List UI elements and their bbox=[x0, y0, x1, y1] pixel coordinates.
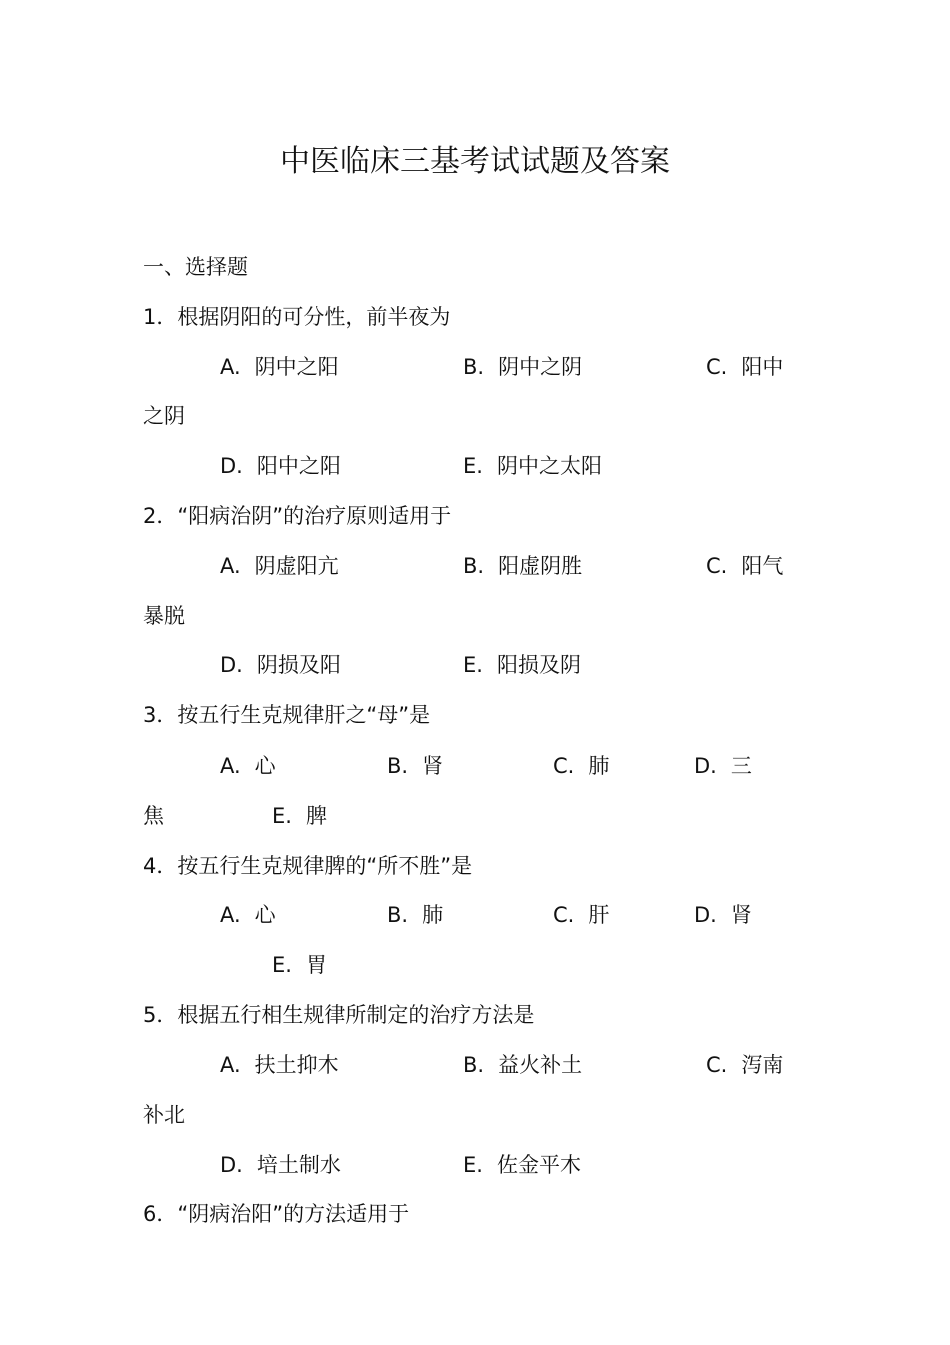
option-letter: E. bbox=[463, 454, 483, 478]
option-c bbox=[706, 551, 783, 581]
option-text: 心 bbox=[254, 754, 276, 778]
option-b bbox=[387, 900, 443, 930]
question-stem: 4．按五行生克规律脾的“所不胜”是 bbox=[143, 854, 473, 878]
option-a bbox=[220, 900, 276, 930]
option-letter: A. bbox=[220, 355, 241, 379]
option-text: 阴损及阳 bbox=[256, 653, 341, 677]
option-c-continuation bbox=[143, 1100, 185, 1130]
option-text: 阴中之太阳 bbox=[496, 454, 602, 478]
option-text: 肺 bbox=[588, 754, 610, 778]
option-letter: E. bbox=[463, 1153, 483, 1177]
option-text: 扶土抑木 bbox=[254, 1053, 339, 1077]
option-letter: E. bbox=[463, 653, 483, 677]
option-text: 肾 bbox=[730, 903, 752, 927]
option-text: 胃 bbox=[305, 953, 327, 977]
option-letter: B. bbox=[463, 355, 485, 379]
option-text: 三 bbox=[730, 754, 752, 778]
option-letter: B. bbox=[463, 554, 485, 578]
option-text: 阴中之阴 bbox=[498, 355, 583, 379]
option-letter: B. bbox=[463, 1053, 485, 1077]
option-letter: E. bbox=[272, 953, 292, 977]
option-text: 阴虚阳亢 bbox=[254, 554, 339, 578]
option-b bbox=[463, 352, 582, 382]
option-b bbox=[463, 551, 582, 581]
option-letter: C. bbox=[706, 355, 728, 379]
section-heading: 一、选择题 bbox=[143, 255, 248, 279]
option-letter: C. bbox=[553, 903, 575, 927]
option-c-continuation bbox=[143, 601, 185, 631]
option-c bbox=[553, 900, 609, 930]
option-text: 肾 bbox=[422, 754, 444, 778]
option-text: 阳中 bbox=[741, 355, 784, 379]
option-letter: A. bbox=[220, 754, 241, 778]
option-e bbox=[463, 451, 602, 481]
option-text: 阴中之阳 bbox=[254, 355, 339, 379]
option-letter: C. bbox=[553, 754, 575, 778]
question-stem: 2．“阳病治阴”的治疗原则适用于 bbox=[143, 504, 452, 528]
option-e bbox=[463, 650, 581, 680]
option-b bbox=[463, 1050, 582, 1080]
option-a bbox=[220, 352, 339, 382]
question-stem: 3．按五行生克规律肝之“母”是 bbox=[143, 703, 431, 727]
option-letter: B. bbox=[387, 754, 409, 778]
option-text: 阳中之阳 bbox=[256, 454, 341, 478]
option-text: 佐金平木 bbox=[496, 1153, 581, 1177]
option-text: 泻南 bbox=[741, 1053, 784, 1077]
option-text: 补北 bbox=[143, 1103, 185, 1127]
option-letter: C. bbox=[706, 1053, 728, 1077]
option-c bbox=[553, 751, 609, 781]
option-letter: D. bbox=[694, 754, 717, 778]
option-text: 阳气 bbox=[741, 554, 784, 578]
option-letter: A. bbox=[220, 903, 241, 927]
option-c bbox=[706, 352, 783, 382]
option-letter: D. bbox=[220, 454, 243, 478]
option-text: 肺 bbox=[422, 903, 444, 927]
option-text: 阳虚阴胜 bbox=[498, 554, 583, 578]
option-letter: D. bbox=[694, 903, 717, 927]
option-d bbox=[220, 1150, 341, 1180]
option-text: 心 bbox=[254, 903, 276, 927]
option-text: 之阴 bbox=[143, 404, 185, 428]
question-stem: 5．根据五行相生规律所制定的治疗方法是 bbox=[143, 1003, 535, 1027]
option-c bbox=[706, 1050, 783, 1080]
question-stem: 1．根据阴阳的可分性，前半夜为 bbox=[143, 305, 451, 329]
option-text: 暴脱 bbox=[143, 604, 185, 628]
option-a bbox=[220, 751, 276, 781]
question-stem: 6．“阴病治阳”的方法适用于 bbox=[143, 1202, 410, 1226]
page-title: 中医临床三基考试试题及答案 bbox=[280, 144, 670, 179]
option-text: 阳损及阴 bbox=[496, 653, 581, 677]
option-d bbox=[694, 900, 752, 930]
option-d-continuation bbox=[143, 801, 164, 831]
option-c-continuation bbox=[143, 401, 185, 431]
option-letter: E. bbox=[272, 804, 292, 828]
option-letter: B. bbox=[387, 903, 409, 927]
option-e bbox=[272, 801, 327, 831]
option-d bbox=[694, 751, 752, 781]
option-b bbox=[387, 751, 443, 781]
option-letter: A. bbox=[220, 554, 241, 578]
option-text: 肝 bbox=[588, 903, 610, 927]
option-letter: A. bbox=[220, 1053, 241, 1077]
option-text: 脾 bbox=[305, 804, 327, 828]
option-letter: D. bbox=[220, 653, 243, 677]
option-text: 培土制水 bbox=[256, 1153, 341, 1177]
option-letter: C. bbox=[706, 554, 728, 578]
option-letter: D. bbox=[220, 1153, 243, 1177]
option-e bbox=[463, 1150, 581, 1180]
option-text: 益火补土 bbox=[498, 1053, 583, 1077]
option-a bbox=[220, 551, 339, 581]
option-d bbox=[220, 451, 341, 481]
option-e bbox=[272, 950, 327, 980]
option-a bbox=[220, 1050, 339, 1080]
option-d bbox=[220, 650, 341, 680]
option-text: 焦 bbox=[143, 804, 164, 828]
